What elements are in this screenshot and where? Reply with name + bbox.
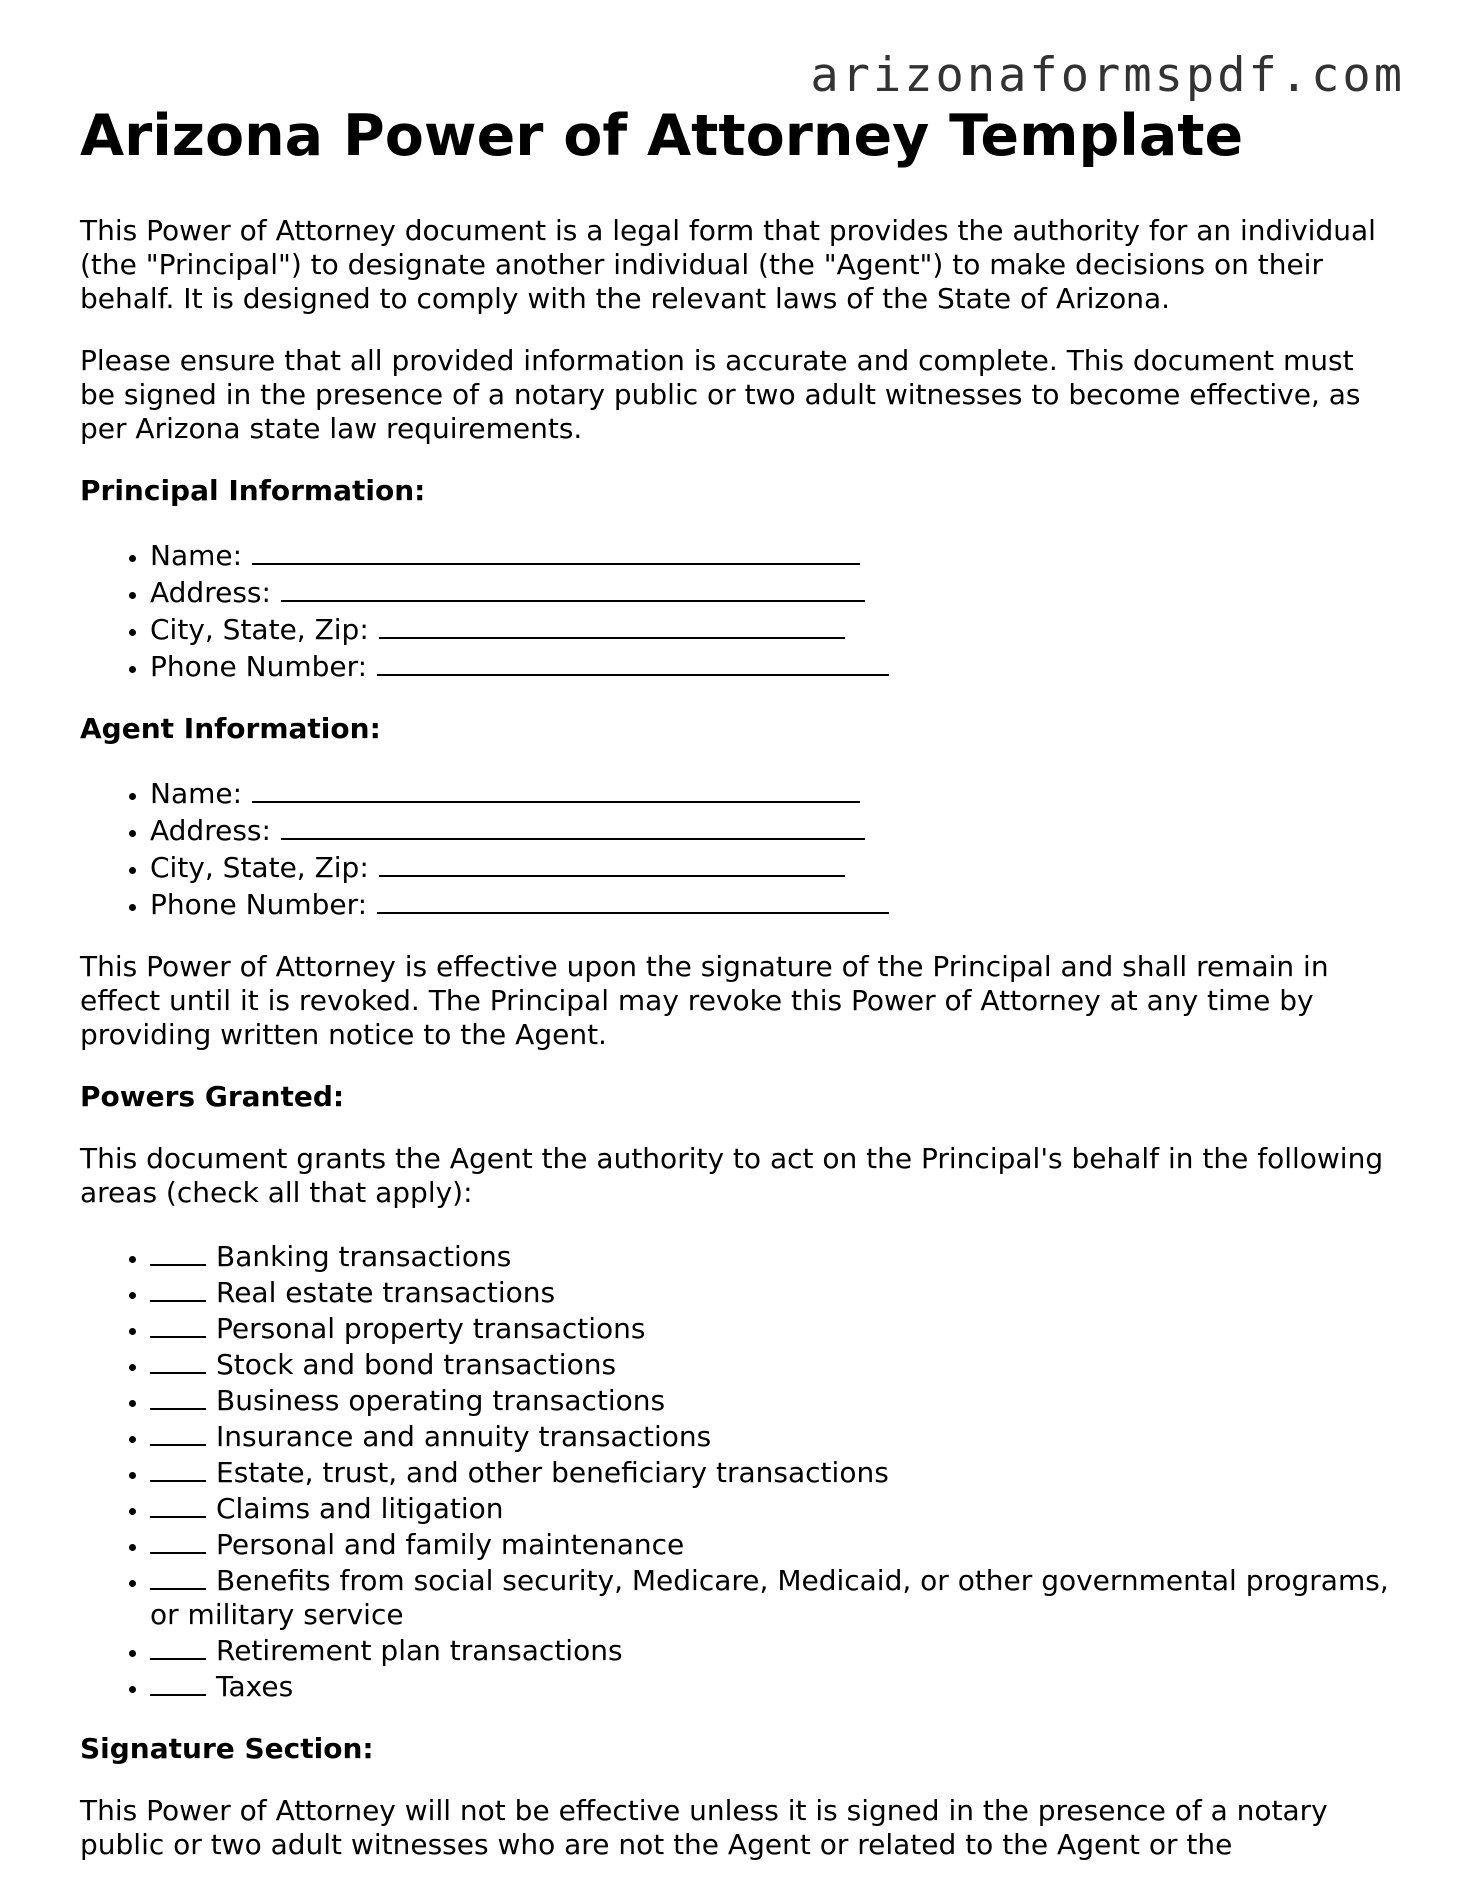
intro-paragraph: Please ensure that all provided information is accurate and complete. This document must be signed in the presence of a notary public or two adult witnesses to become effective, as per Arizona state law requirements. — [80, 344, 1361, 445]
agent-phone-field — [150, 885, 1390, 922]
address-blank-line[interactable] — [281, 573, 865, 602]
power-item — [150, 1382, 1390, 1418]
power-label: Estate, trust, and other beneficiary transactions — [216, 1456, 889, 1489]
city-state-zip-blank-line[interactable] — [379, 848, 845, 877]
principal-phone-field — [150, 647, 1390, 684]
signature-heading: Signature Section: — [80, 1732, 374, 1765]
check-blank[interactable] — [150, 1382, 206, 1410]
powers-intro: This document grants the Agent the authority to act on the Principal's behalf in the following areas (check all that apply): — [80, 1142, 1384, 1209]
power-label: Banking transactions — [216, 1240, 512, 1273]
principal-name-field — [150, 536, 1390, 573]
power-label: Taxes — [216, 1670, 294, 1703]
check-blank[interactable] — [150, 1632, 206, 1660]
power-label: Personal and family maintenance — [216, 1528, 685, 1561]
power-item — [150, 1526, 1390, 1562]
check-blank[interactable] — [150, 1454, 206, 1482]
power-label: Insurance and annuity transactions — [216, 1420, 712, 1453]
power-label: Claims and litigation — [216, 1492, 504, 1525]
watermark: arizonaformspdf.com — [810, 48, 1405, 103]
check-blank[interactable] — [150, 1668, 206, 1696]
check-blank[interactable] — [150, 1346, 206, 1374]
power-label: Personal property transactions — [216, 1312, 646, 1345]
check-blank[interactable] — [150, 1490, 206, 1518]
address-blank-line[interactable] — [281, 811, 865, 840]
field-label: Phone Number: — [150, 888, 368, 921]
check-blank[interactable] — [150, 1526, 206, 1554]
field-label: Address: — [150, 576, 271, 609]
principal-field-list — [80, 536, 1390, 684]
document-page — [80, 100, 1390, 1890]
check-blank[interactable] — [150, 1274, 206, 1302]
phone-blank-line[interactable] — [377, 647, 889, 676]
field-label: Address: — [150, 814, 271, 847]
check-blank[interactable] — [150, 1418, 206, 1446]
power-item — [150, 1274, 1390, 1310]
signature-paragraph: This Power of Attorney will not be effective unless it is signed in the presence of a notary public or two adult witnesses who are not the Agent or related to the Agent or the — [80, 1794, 1328, 1861]
powers-heading: Powers Granted: — [80, 1080, 345, 1113]
power-label: Real estate transactions — [216, 1276, 556, 1309]
power-label: Benefits from social security, Medicare, Medicaid, or other governmental programs, or military service — [150, 1564, 1389, 1631]
page-title: Arizona Power of Attorney Template — [80, 103, 1244, 169]
check-blank[interactable] — [150, 1310, 206, 1338]
agent-city-field — [150, 848, 1390, 885]
phone-blank-line[interactable] — [377, 885, 889, 914]
principal-heading: Principal Information: — [80, 474, 426, 507]
power-item — [150, 1632, 1390, 1668]
power-label: Retirement plan transactions — [216, 1634, 623, 1667]
field-label: City, State, Zip: — [150, 613, 369, 646]
power-item — [150, 1310, 1390, 1346]
powers-list — [80, 1238, 1390, 1704]
agent-heading: Agent Information: — [80, 712, 381, 745]
power-item — [150, 1562, 1390, 1632]
principal-address-field — [150, 573, 1390, 610]
principal-city-field — [150, 610, 1390, 647]
power-item — [150, 1668, 1390, 1704]
name-blank-line[interactable] — [252, 536, 860, 565]
agent-address-field — [150, 811, 1390, 848]
field-label: Phone Number: — [150, 650, 368, 683]
power-item — [150, 1454, 1390, 1490]
power-label: Business operating transactions — [216, 1384, 666, 1417]
effective-paragraph: This Power of Attorney is effective upon the signature of the Principal and shall remain in effect until it is revoked. The Principal may revoke this Power of Attorney at any time by providing written notice to the Agent. — [80, 950, 1329, 1051]
power-item — [150, 1346, 1390, 1382]
agent-field-list — [80, 774, 1390, 922]
power-item — [150, 1490, 1390, 1526]
agent-name-field — [150, 774, 1390, 811]
city-state-zip-blank-line[interactable] — [379, 610, 845, 639]
intro-paragraph: This Power of Attorney document is a legal form that provides the authority for an individual (the "Principal") to designate another individual (the "Agent") to make decisions on their behalf. It is designed to comply with the relevant laws of the State of Arizona. — [80, 214, 1376, 315]
power-label: Stock and bond transactions — [216, 1348, 617, 1381]
name-blank-line[interactable] — [252, 774, 860, 803]
power-item — [150, 1238, 1390, 1274]
field-label: Name: — [150, 539, 243, 572]
check-blank[interactable] — [150, 1562, 206, 1590]
power-item — [150, 1418, 1390, 1454]
field-label: Name: — [150, 777, 243, 810]
check-blank[interactable] — [150, 1238, 206, 1266]
field-label: City, State, Zip: — [150, 851, 369, 884]
